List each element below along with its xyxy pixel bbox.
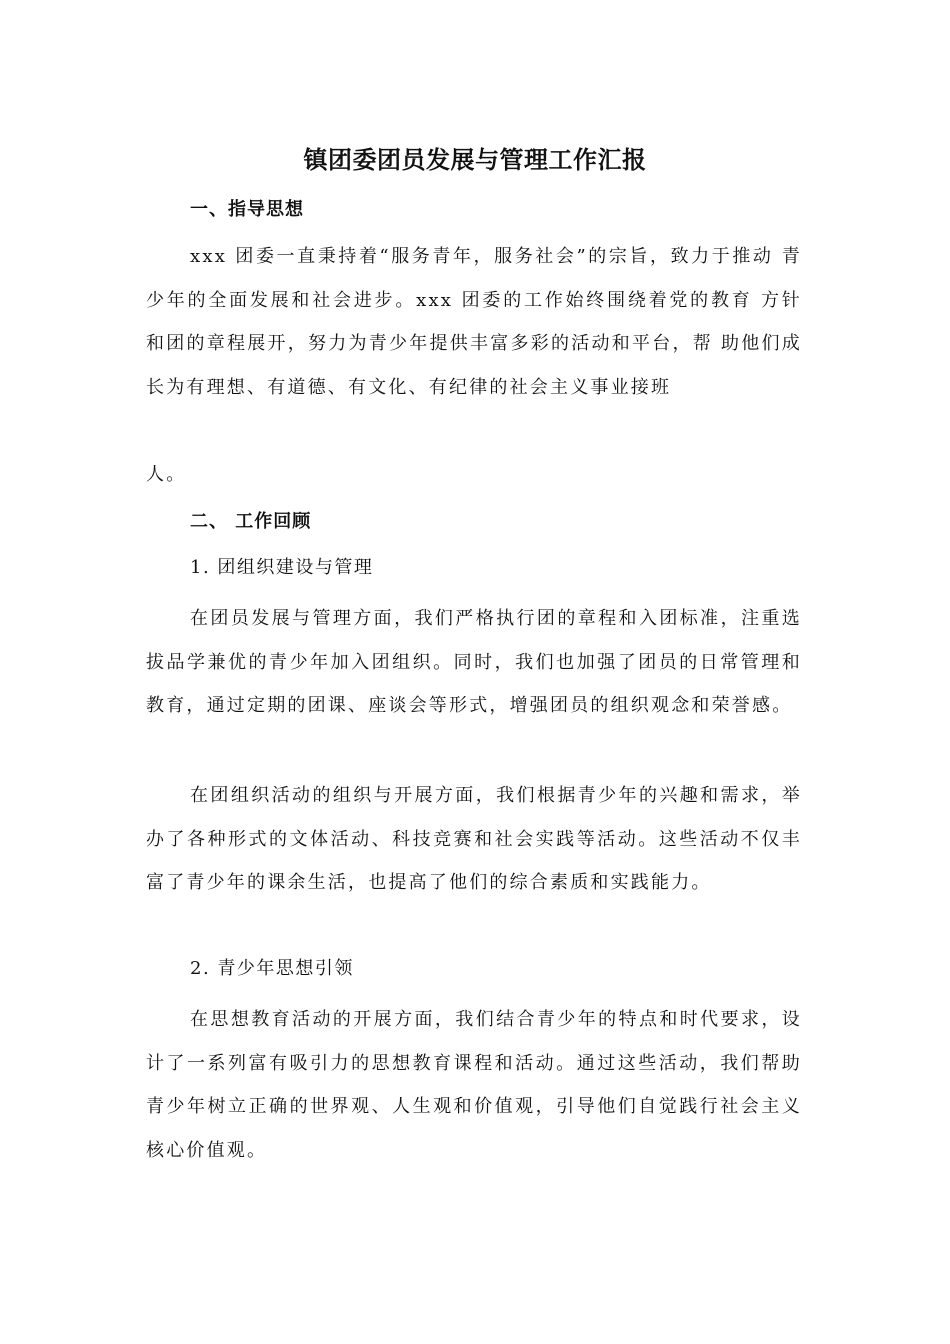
- paragraph-guiding-ideology-tail: 人。: [146, 464, 187, 485]
- paragraph-guiding-ideology: xxx 团委一直秉持着“服务青年，服务社会”的宗旨，致力于推动 青少年的全面发展和社会进步。xxx 团委的工作始终围绕着党的教育 方针和团的章程展开，努力为青少年提供丰富多彩的活动和平台，帮 助他们成长为有理想、有道德、有文化、有纪律的社会主义事业接班: [146, 246, 802, 398]
- subsection-heading-ideological-guidance: 2. 青少年思想引领: [190, 958, 354, 979]
- subsection-heading-organization: 1. 团组织建设与管理: [190, 557, 374, 578]
- paragraph-member-management: 在团员发展与管理方面，我们严格执行团的章程和入团标准，注重选拔品学兼优的青少年加入团组织。同时，我们也加强了团员的日常管理和教育，通过定期的团课、座谈会等形式，增强团员的组织观念和荣誉感。: [146, 608, 802, 716]
- paragraph-activities: 在团组织活动的组织与开展方面，我们根据青少年的兴趣和需求，举办了各种形式的文体活动、科技竞赛和社会实践等活动。这些活动不仅丰富了青少年的课余生活，也提高了他们的综合素质和实践能力。: [146, 785, 802, 893]
- document-title: 镇团委团员发展与管理工作汇报: [303, 146, 647, 174]
- section-heading-guiding-ideology: 一、指导思想: [190, 199, 304, 220]
- paragraph-ideological-education: 在思想教育活动的开展方面，我们结合青少年的特点和时代要求，设计了一系列富有吸引力的思想教育课程和活动。通过这些活动，我们帮助青少年树立正确的世界观、人生观和价值观，引导他们自觉践行社会主义核心价值观。: [146, 1009, 802, 1161]
- section-heading-work-review: 二、 工作回顾: [190, 511, 312, 532]
